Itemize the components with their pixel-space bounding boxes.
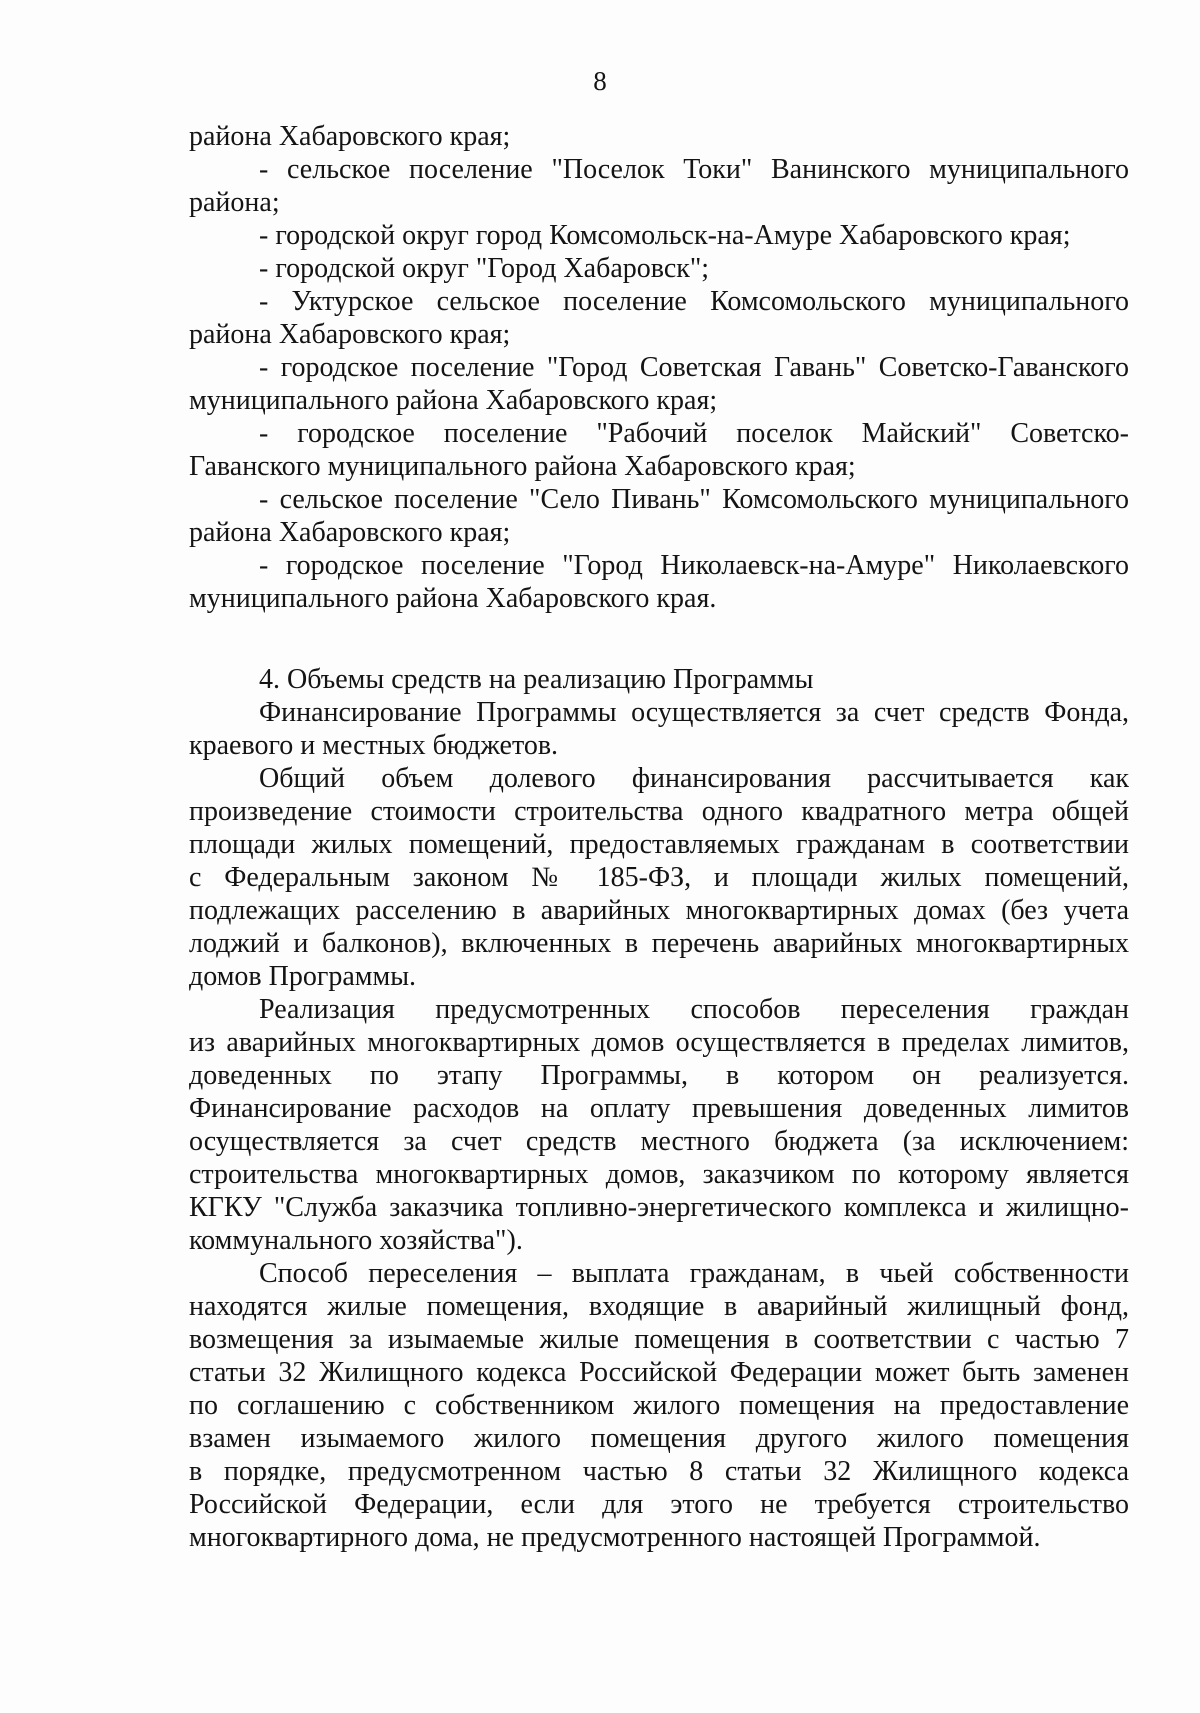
text-line: осуществляется за счет средств местного бюджета (за исключением: (189, 1126, 1129, 1157)
text-line: - сельское поселение "Поселок Токи" Ванинского муниципального (259, 154, 1129, 185)
text-line: Гаванского муниципального района Хабаровского края; (189, 451, 856, 482)
document-body (189, 120, 1129, 1554)
text-line: в порядке, предусмотренном частью 8 статьи 32 Жилищного кодекса (189, 1456, 1129, 1487)
text-line: - городское поселение "Город Советская Гавань" Советско-Гаванского (259, 352, 1129, 383)
text-line: Реализация предусмотренных способов переселения граждан (259, 994, 1129, 1025)
text-line: доведенных по этапу Программы, в котором он реализуется. (189, 1060, 1129, 1091)
text-line: муниципального района Хабаровского края; (189, 385, 718, 416)
text-line: - сельское поселение "Село Пивань" Комсомольского муниципального (259, 484, 1129, 515)
text-line: КГКУ "Служба заказчика топливно-энергетического комплекса и жилищно- (189, 1192, 1129, 1223)
text-line: района; (189, 187, 280, 218)
text-line: подлежащих расселению в аварийных многоквартирных домах (без учета (189, 895, 1129, 926)
text-line: Способ переселения – выплата гражданам, в чьей собственности (259, 1258, 1129, 1289)
text-line: муниципального района Хабаровского края. (189, 583, 717, 614)
text-line: по соглашению с собственником жилого помещения на предоставление (189, 1390, 1129, 1421)
section-gap (189, 615, 1129, 663)
text-line: взамен изымаемого жилого помещения другого жилого помещения (189, 1423, 1129, 1454)
text-line: - городской округ город Комсомольск-на-Амуре Хабаровского края; (259, 220, 1071, 251)
text-line: Финансирование Программы осуществляется за счет средств Фонда, (259, 697, 1129, 728)
text-line: находятся жилые помещения, входящие в аварийный жилищный фонд, (189, 1291, 1129, 1322)
text-line: коммунального хозяйства"). (189, 1225, 523, 1256)
text-line: Российской Федерации, если для этого не требуется строительство (189, 1489, 1129, 1520)
text-line: - Уктурское сельское поселение Комсомольского муниципального (259, 286, 1129, 317)
text-line: статьи 32 Жилищного кодекса Российской Федерации может быть заменен (189, 1357, 1129, 1388)
text-line: района Хабаровского края; (189, 517, 511, 548)
text-line: - городское поселение "Рабочий поселок Майский" Советско- (259, 418, 1129, 449)
text-line: возмещения за изымаемые жилые помещения в соответствии с частью 7 (189, 1324, 1129, 1355)
text-line: краевого и местных бюджетов. (189, 730, 559, 761)
text-line: района Хабаровского края; (189, 121, 511, 152)
text-line: района Хабаровского края; (189, 319, 511, 350)
text-line: домов Программы. (189, 961, 417, 992)
text-line: лоджий и балконов), включенных в перечень аварийных многоквартирных (189, 928, 1129, 959)
text-line: произведение стоимости строительства одного квадратного метра общей (189, 796, 1129, 827)
text-line: Общий объем долевого финансирования рассчитывается как (259, 763, 1129, 794)
page-number: 8 (593, 66, 607, 96)
text-line: площади жилых помещений, предоставляемых гражданам в соответствии (189, 829, 1129, 860)
text-line: строительства многоквартирных домов, заказчиком по которому является (189, 1159, 1129, 1190)
section-heading: 4. Объемы средств на реализацию Программы (259, 664, 814, 695)
text-line: - городской округ "Город Хабаровск"; (259, 253, 710, 284)
text-line: Финансирование расходов на оплату превышения доведенных лимитов (189, 1093, 1129, 1124)
text-line: многоквартирного дома, не предусмотренного настоящей Программой. (189, 1522, 1041, 1553)
text-line: - городское поселение "Город Николаевск-на-Амуре" Николаевского (259, 550, 1129, 581)
text-line: с Федеральным законом № 185-ФЗ, и площади жилых помещений, (189, 862, 1129, 893)
text-line: из аварийных многоквартирных домов осуществляется в пределах лимитов, (189, 1027, 1129, 1058)
